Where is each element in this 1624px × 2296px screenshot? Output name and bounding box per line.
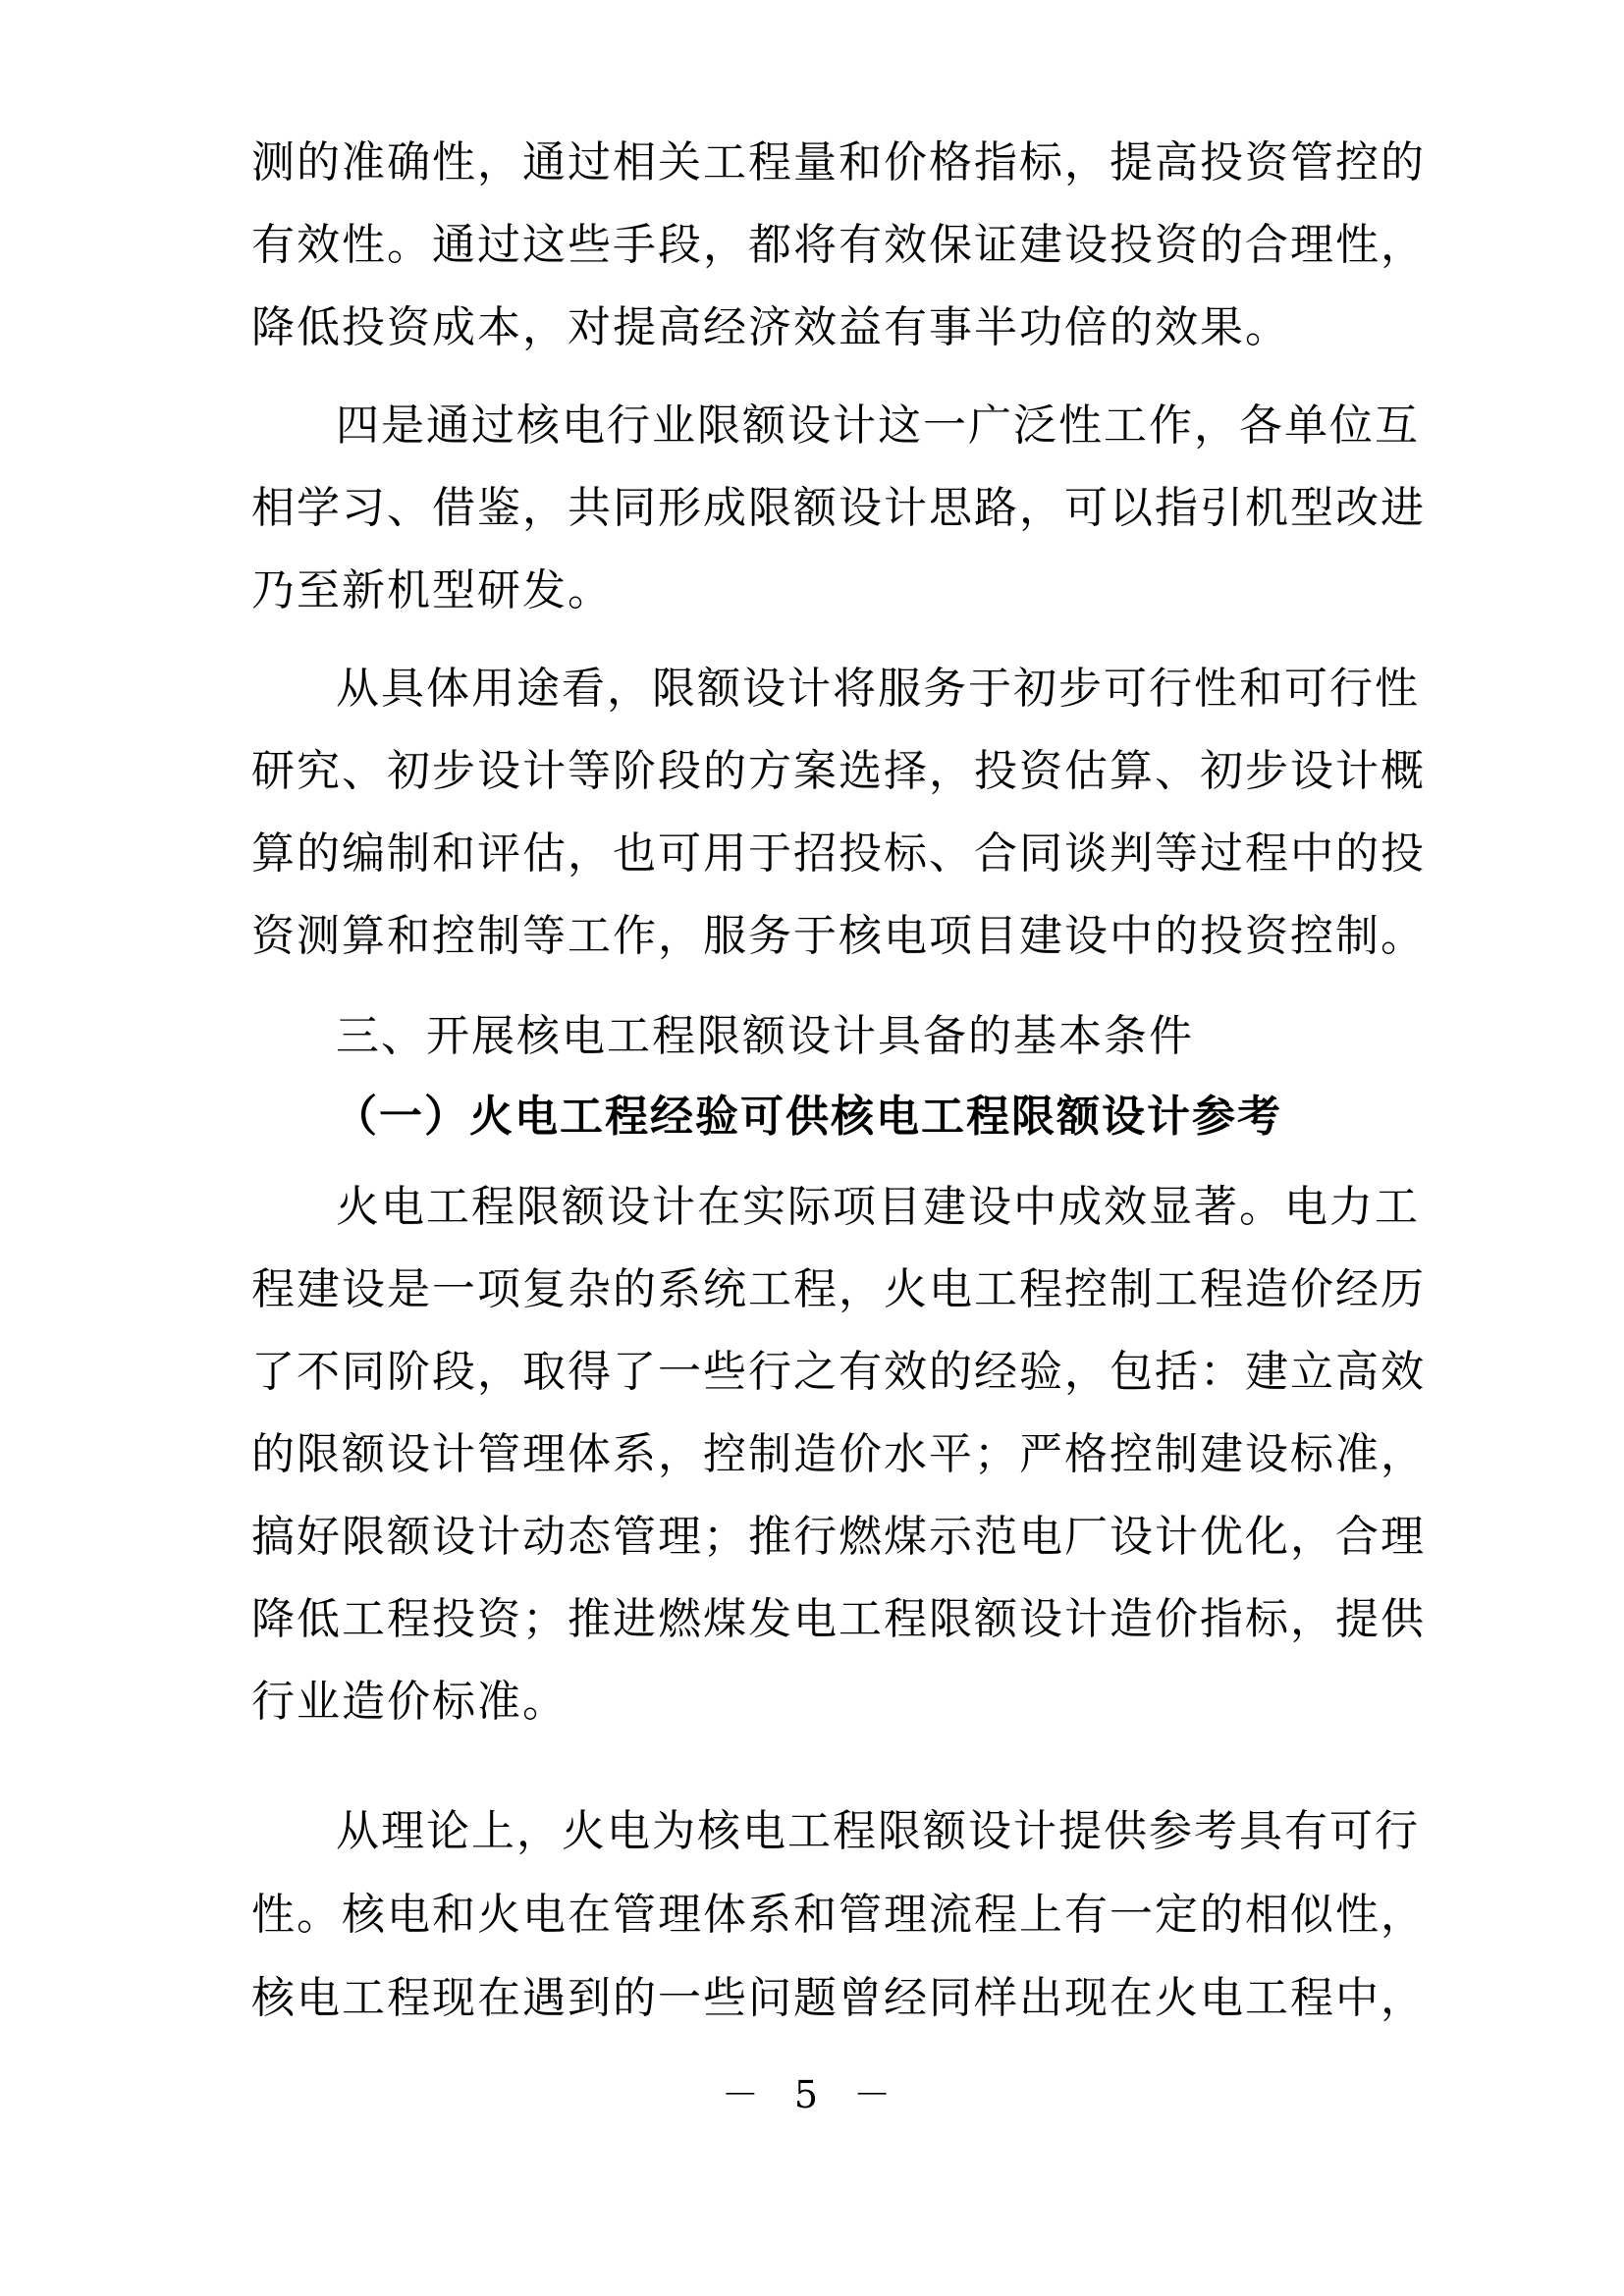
section-heading: 三、开展核电工程限额设计具备的基本条件	[336, 1011, 1194, 1061]
paragraph-line: 乃至新机型研发。	[251, 565, 613, 615]
paragraph-line: 火电工程限额设计在实际项目建设中成效显著。电力工	[336, 1182, 1420, 1232]
paragraph-line: 相学习、借鉴，共同形成限额设计思路，可以指引机型改进	[251, 483, 1426, 533]
paragraph-line: 资测算和控制等工作，服务于核电项目建设中的投资控制。	[251, 911, 1426, 961]
paragraph-line: 从具体用途看，限额设计将服务于初步可行性和可行性	[336, 664, 1420, 714]
paragraph-line: 测的准确性，通过相关工程量和价格指标，提高投资管控的	[251, 137, 1426, 187]
paragraph-line: 核电工程现在遇到的一些问题曾经同样出现在火电工程中，	[251, 1973, 1426, 2023]
page-number: － 5 －	[721, 2073, 903, 2116]
paragraph-line: 的限额设计管理体系，控制造价水平；严格控制建设标准，	[251, 1429, 1426, 1479]
paragraph-line: 性。核电和火电在管理体系和管理流程上有一定的相似性，	[251, 1890, 1426, 1940]
paragraph-line: 从理论上，火电为核电工程限额设计提供参考具有可行	[336, 1806, 1420, 1856]
paragraph-line: 研究、初步设计等阶段的方案选择，投资估算、初步设计概	[251, 746, 1426, 796]
paragraph-line: 四是通过核电行业限额设计这一广泛性工作，各单位互	[336, 400, 1420, 451]
paragraph-line: 降低投资成本，对提高经济效益有事半功倍的效果。	[251, 302, 1290, 352]
paragraph-line: 了不同阶段，取得了一些行之有效的经验，包括：建立高效	[251, 1347, 1426, 1397]
paragraph-line: 程建设是一项复杂的系统工程，火电工程控制工程造价经历	[251, 1264, 1426, 1314]
paragraph-line: 有效性。通过这些手段，都将有效保证建设投资的合理性，	[251, 220, 1426, 270]
paragraph-line: 算的编制和评估，也可用于招投标、合同谈判等过程中的投	[251, 828, 1426, 879]
subsection-heading: （一）火电工程经验可供核电工程限额设计参考	[334, 1092, 1282, 1142]
paragraph-line: 降低工程投资；推进燃煤发电工程限额设计造价指标，提供	[251, 1594, 1426, 1644]
paragraph-line: 搞好限额设计动态管理；推行燃煤示范电厂设计优化，合理	[251, 1512, 1426, 1562]
paragraph-line: 行业造价标准。	[251, 1677, 568, 1727]
